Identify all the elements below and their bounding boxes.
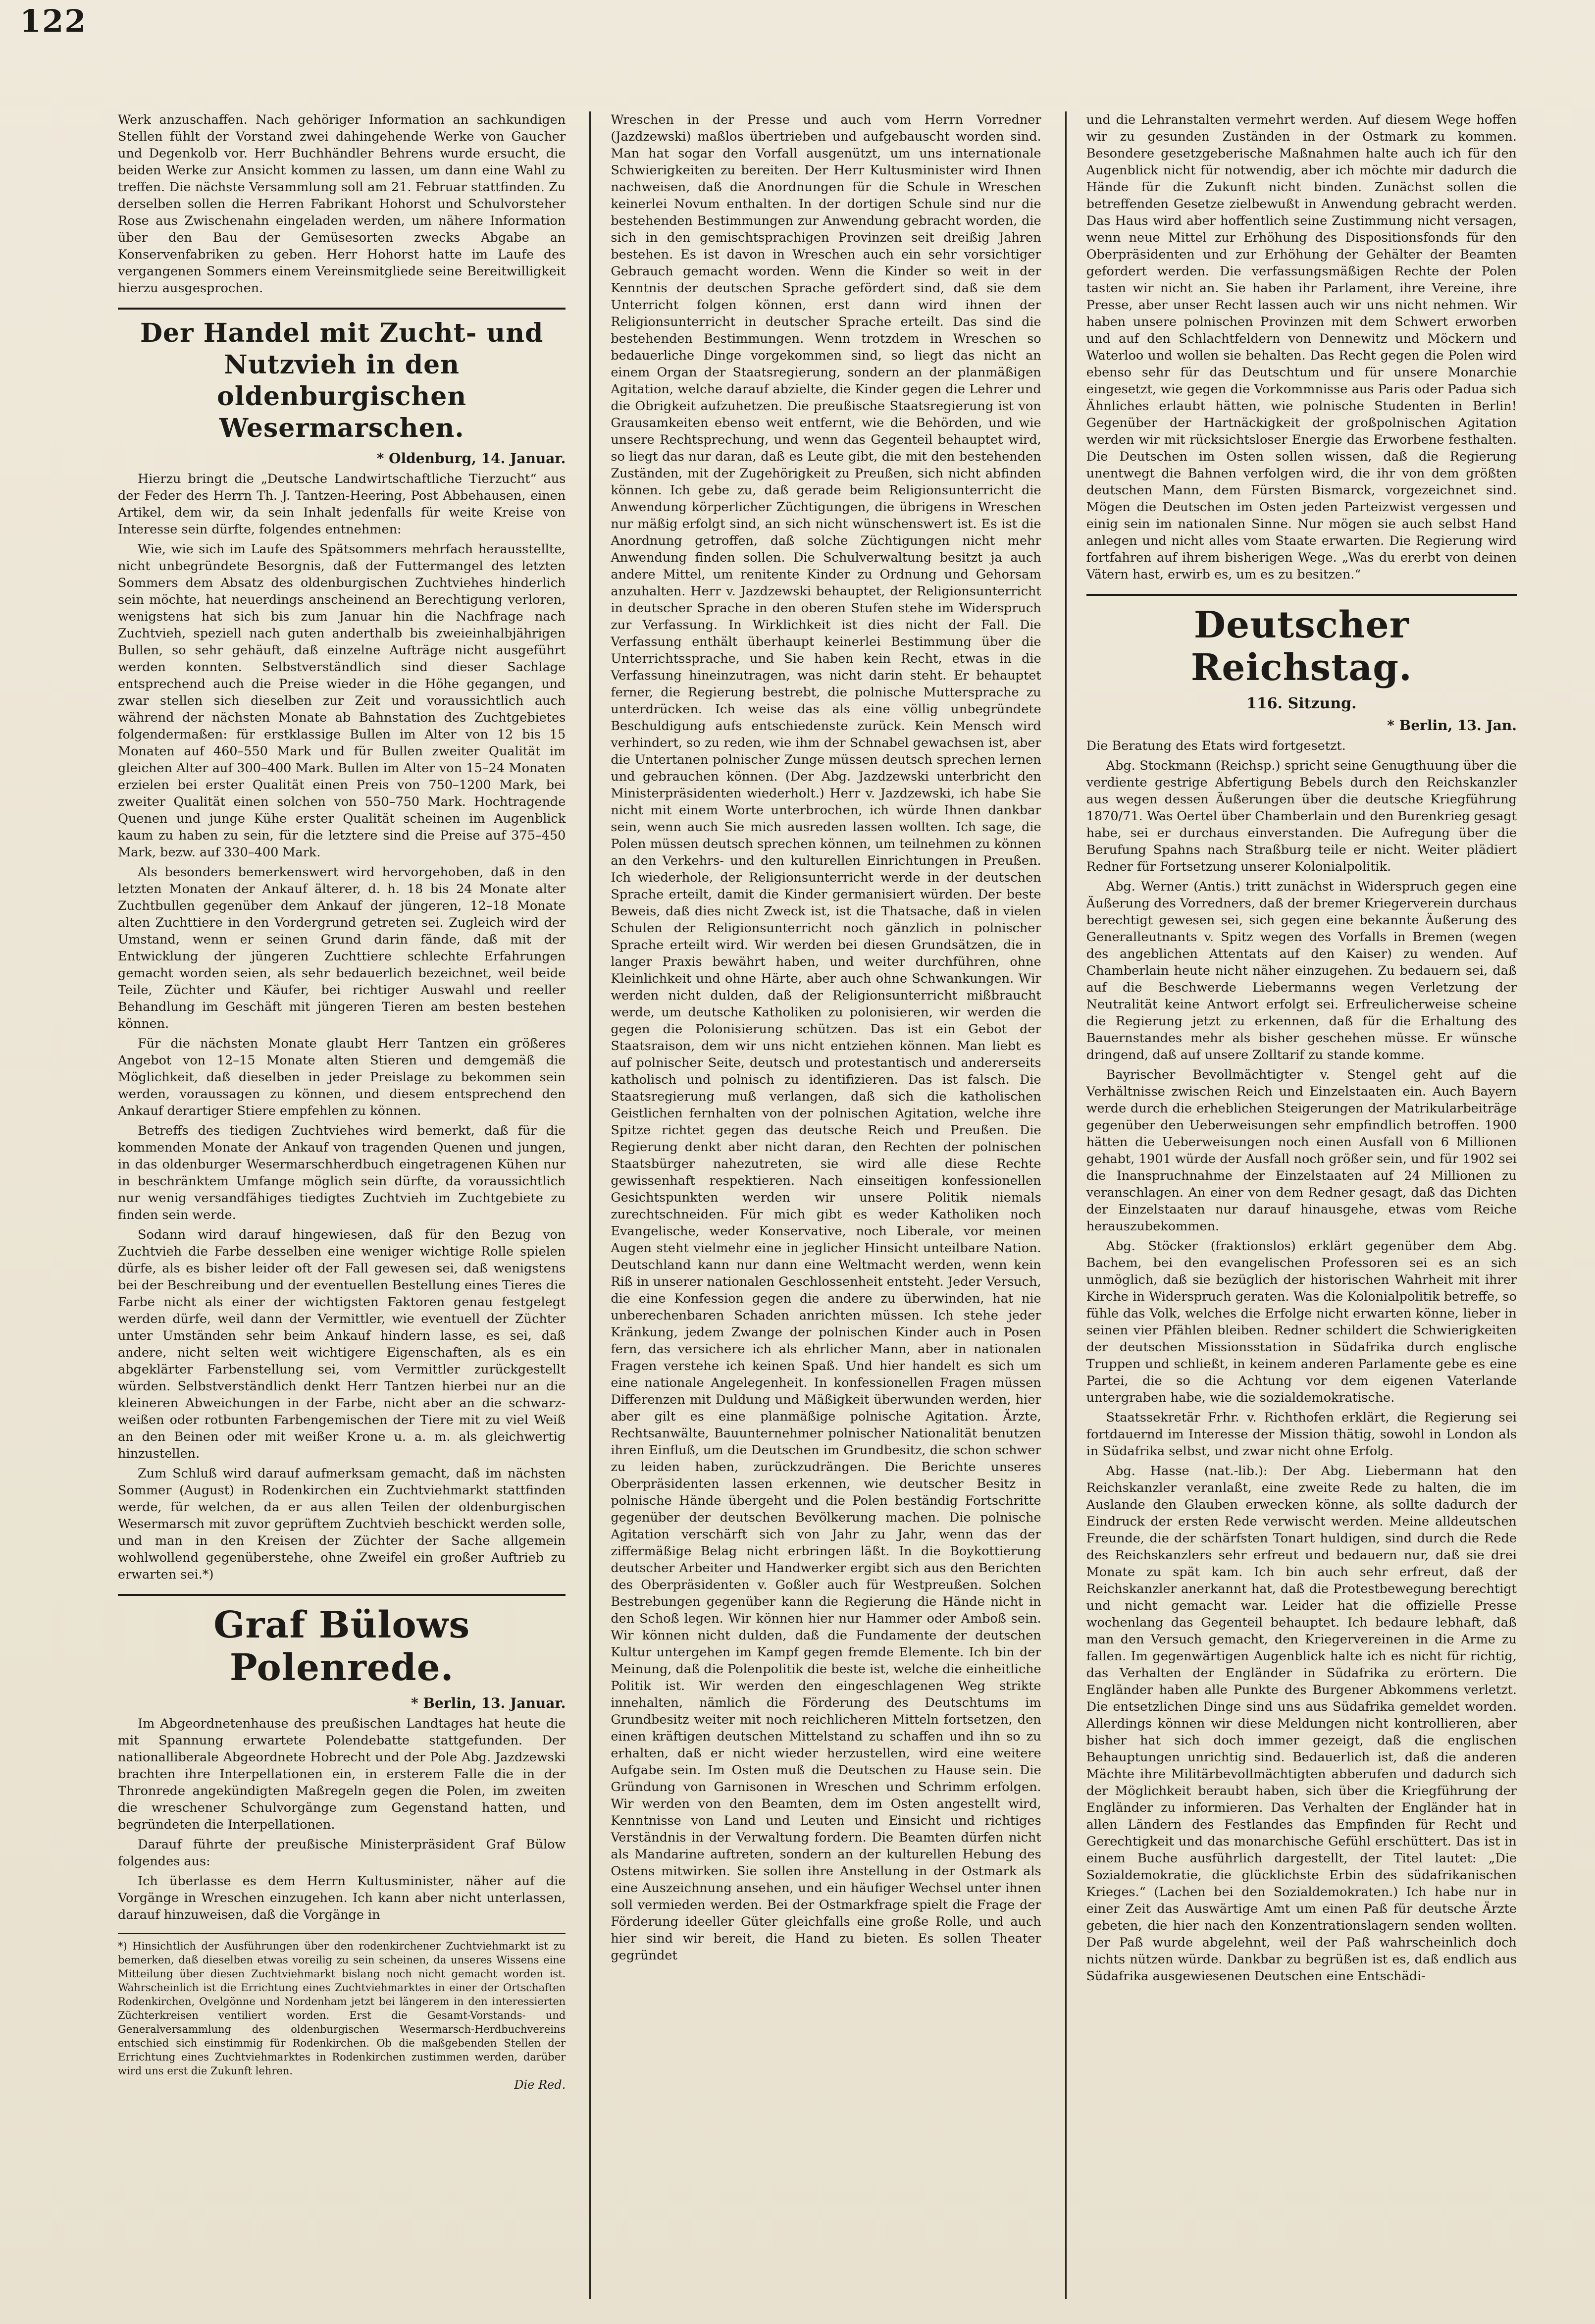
- paragraph: Hierzu bringt die „Deutsche Landwirtschaftliche Tierzucht“ aus der Feder des Herrn Th. J. Tantzen-Heering, Post Abbehausen, einen Artikel, dem wir, da sein Inhalt jedenfalls für weite Kreise von Interesse sein dürfte, folgendes entnehmen:: [118, 472, 566, 537]
- col1-intro: Werk anzuschaffen. Nach gehöriger Information an sachkundigen Stellen fühlt der Vorstand zwei dahingehende Werke von Gaucher und Degenkolb vor. Herr Buchhändler Behrens wurde ersucht, die beiden Werke zur Ansicht kommen zu lassen, um dann eine Wahl zu treffen. Die nächste Versammlung soll am 21. Februar stattfinden. Zu derselben sollen die Herren Fabrikant Hohorst und Schulvorsteher Rose aus Zwischenahn eingeladen werden, um nähere Information über den Bau der Gemüsesorten zwecks Abgabe an Konservenfabriken zu geben. Herr Hohorst hatte im Laufe des vergangenen Sommers einem Vereinsmitgliede seine Bereitwilligkeit hierzu ausgesprochen.: [118, 112, 566, 296]
- session-label: 116. Sitzung.: [1246, 695, 1357, 712]
- paragraph: Für die nächsten Monate glaubt Herr Tantzen ein größeres Angebot von 12–15 Monate alten Stieren und demgemäß die Möglichkeit, daß dieselben in jeder Preislage zu bekommen sein werden, voraussagen zu können, und diesem entsprechend den Ankauf derartiger Stiere empfehlen zu können.: [118, 1036, 566, 1118]
- paragraph: Bayrischer Bevollmächtigter v. Stengel geht auf die Verhältnisse zwischen Reich und Einzelstaaten ein. Auch Bayern werde durch die erheblichen Steigerungen der Matrikularbeiträge gegenüber den Ueberweisungen sehr empfindlich betroffen. 1900 hätten die Ueberweisungen noch einen Ausfall von 6 Millionen gehabt, 1901 würde der Ausfall noch größer sein, und für 1902 sei die Inanspruchnahme der Einzelstaaten auf 24 Millionen zu veranschlagen. An einer von dem Redner gesagt, daß das Dichten der Einzelstaaten nur darauf hinausgehe, etwas vom Reiche herauszubekommen.: [1086, 1067, 1517, 1234]
- paragraph: Staatssekretär Frhr. v. Richthofen erklärt, die Regierung sei fortdauernd im Interesse der Mission thätig, sowohl in London als in Südafrika selbst, und zwar nicht ohne Erfolg.: [1086, 1410, 1517, 1459]
- paragraph: Im Abgeordnetenhause des preußischen Landtages hat heute die mit Spannung erwartete Polendebatte stattgefunden. Der nationalliberale Abgeordnete Hobrecht und der Pole Abg. Jazdzewski brachten ihre Interpellationen ein, in ersterem Falle die in der Thronrede angekündigten Maßregeln gegen die Polen, im zweiten die wreschener Schulvorgänge zum Gegenstand hatten, und begründeten die Interpellationen.: [118, 1716, 566, 1832]
- footnote: [118, 1933, 566, 2092]
- column-1: [114, 111, 569, 2299]
- paragraph: Abg. Stöcker (fraktionslos) erklärt gegenüber dem Abg. Bachem, bei den evangelischen Professoren sei es an sich unmöglich, daß sie bezüglich der historischen Wahrheit mit ihrer Kirche in Widerspruch geraten. Was die Kolonialpolitik betreffe, so fühle das Volk, welches die Erfolge nicht erwarten könne, lieber in seinen vier Pfählen bleiben. Redner schildert die Schwierigkeiten der deutschen Missionsstation in Südafrika durch englische Truppen und schließt, in keinem anderen Parlamente gebe es eine Partei, die so die Achtung vor dem eigenen Vaterlande untergraben habe, wie die sozialdemokratische.: [1086, 1239, 1517, 1405]
- article-headline-reichstag: Deutscher Reichstag.: [1190, 604, 1412, 689]
- article-dateline: * Berlin, 13. Januar.: [411, 1695, 566, 1711]
- paragraph: Wie, wie sich im Laufe des Spätsommers mehrfach herausstellte, nicht unbegründete Besorgnis, daß der Futtermangel des letzten Sommers dem Absatz des oldenburgischen Zuchtviehes hinderlich sein möchte, hat neuerdings anscheinend an Berechtigung verloren, wenigstens hat sich bis zum Januar hin die Nachfrage nach Zuchtvieh, speziell nach guten anderthalb bis zweieinhalbjährigen Bullen, so sehr gehäuft, daß einzelne Aufträge nicht ausgeführt werden konnten. Selbstverständlich sind dieser Sachlage entsprechend auch die Preise wieder in die Höhe gegangen, und zwar stellen sich dieselben zur Zeit und voraussichtlich auch während der nächsten Monate ab Bahnstation des Zuchtgebietes folgendermaßen: für erstklassige Bullen im Alter von 12 bis 15 Monaten auf 460–550 Mark und für Bullen zweiter Qualität im gleichen Alter auf 300–400 Mark. Bullen im Alter von 15–24 Monaten erzielen bei erster Qualität einen Preis von 750–1200 Mark, bei zweiter Qualität einen solchen von 550–750 Mark. Hochtragende Quenen und junge Kühe erster Qualität scheinen im Augenblick kaum zu haben zu sein, für die letztere sind die Preise auf 375–450 Mark, bezw. auf 330–400 Mark.: [118, 542, 566, 860]
- paragraph: Darauf führte der preußische Ministerpräsident Graf Bülow folgendes aus:: [118, 1837, 566, 1869]
- page-number: 122: [20, 3, 87, 39]
- article-dateline: * Oldenburg, 14. Januar.: [376, 450, 566, 467]
- section-rule: [1086, 594, 1517, 596]
- paragraph: Zum Schluß wird darauf aufmerksam gemacht, daß im nächsten Sommer (August) in Rodenkirchen ein Zuchtviehmarkt stattfinden werde, für welchen, da er aus allen Teilen der oldenburgischen Wesermarsch mit zuvor geprüftem Zuchtvieh beschickt werden solle, und man in den Kreisen der Züchter der Sache allgemein wohlwollend gegenüberstehe, ohne Zweifel ein großer Auftrieb zu erwarten sei.*): [118, 1466, 566, 1582]
- paragraph: Sodann wird darauf hingewiesen, daß für den Bezug von Zuchtvieh die Farbe desselben eine weniger wichtige Rolle spielen dürfe, als es bisher leider oft der Fall gewesen sei, daß wenigstens bei der Beschreibung und der eventuellen Bestellung eines Tieres die Farbe nicht als einer der wichtigsten Faktoren genau festgelegt werden dürfe, weil dann der Vermittler, wie eventuell der Züchter unter Umständen sehr beim Ankauf hindern lasse, es sei, daß andere, nicht selten weit wichtigere Eigenschaften, als es ein abgeklärter Farbenstellung sei, vom Vermittler zurückgestellt würden. Selbstverständlich denkt Herr Tantzen hierbei nur an die kleineren Abweichungen in der Farbe, nicht aber an die schwarz-weißen oder rotbunten Farbengemischen der Tiere mit zu viel Weiß an den Beinen oder mit weißer Krone u. a. m. als gleichwertig hinzustellen.: [118, 1227, 566, 1461]
- paragraph: Als besonders bemerkenswert wird hervorgehoben, daß in den letzten Monaten der Ankauf älterer, d. h. 18 bis 24 Monate alter Zuchtbullen gegenüber dem Ankauf der jüngeren, 12–18 Monate alten Zuchttiere in den Vordergrund getreten sei. Zugleich wird der Umstand, wenn er seinen Grund darin fände, daß mit der Entwicklung der jüngeren Zuchttiere schlechte Erfahrungen gemacht worden seien, als sehr bedauerlich bezeichnet, weil beide Teile, Züchter und Käufer, bei richtiger Auswahl und reeller Behandlung im Geschäft mit jüngeren Tieren am besten bestehen können.: [118, 865, 566, 1031]
- paragraph: Abg. Werner (Antis.) tritt zunächst in Widerspruch gegen eine Äußerung des Vorredners, daß der bremer Kriegerverein durchaus berechtigt gewesen sei, sich gegen eine bekannte Äußerung des Generalleutnants v. Spitz wegen des Vorfalls in Bremen (wegen des angeblichen Attentats auf den Kaiser) zu wenden. Auf Chamberlain heute nicht näher einzugehen. Zu bedauern sei, daß auf die Beschwerde Liebermanns wegen Verletzung der Neutralität keine Antwort erfolgt sei. Erfreulicherweise scheine die Regierung jetzt zu erkennen, daß für die Erhaltung des Bauernstandes mehr als bisher geschehen müsse. Er wünsche dringend, daß auf unsere Zolltarif zu stande komme.: [1086, 879, 1517, 1062]
- paragraph: Die Beratung des Etats wird fortgesetzt.: [1086, 739, 1346, 753]
- article-dateline: * Berlin, 13. Jan.: [1387, 717, 1517, 734]
- columns: [114, 111, 1521, 2299]
- column-2: [589, 111, 1045, 2299]
- paragraph: Ich überlasse es dem Herrn Kultusminister, näher auf die Vorgänge in Wreschen einzugehen. Ich kann aber nicht unterlassen, darauf hinzuweisen, daß die Vorgänge in: [118, 1874, 566, 1922]
- paragraph: Abg. Stockmann (Reichsp.) spricht seine Genugthuung über die verdiente gestrige Abfertigung Bebels durch den Reichskanzler aus wegen dessen Äußerungen über die deutsche Kriegführung 1870/71. Was Oertel über Chamberlain und den Burenkrieg gesagt habe, sei er durchaus einverstanden. Die Aufregung über die Berufung Spahns nach Straßburg teile er nicht. Weiter plädiert Redner für Fortsetzung unserer Kolonialpolitik.: [1086, 758, 1517, 874]
- footnote-text: *) Hinsichtlich der Ausführungen über den rodenkirchener Zuchtviehmarkt ist zu bemerken, daß dieselben etwas voreilig zu sein scheinen, da unseres Wissens eine Mitteilung über diesen Zuchtviehmarkt bislang noch nicht gemacht worden ist. Wahrscheinlich ist die Errichtung eines Zuchtviehmarktes in einer der Ortschaften Rodenkirchen, Ovelgönne und Nordenham jetzt bei längerem in den interessierten Züchterkreisen ventiliert worden. Erst die Gesamt-Vorstands- und Generalversammlung des oldenburgischen Wesermarsch-Herdbuchvereins entschied sich einstimmig für Rodenkirchen. Ob die maßgebenden Stellen der Errichtung eines Zuchtviehmarktes in Rodenkirchen zustimmen werden, darüber wird uns erst die Zukunft lehren.: [118, 1940, 566, 2077]
- footnote-signature: Die Red.: [514, 2078, 566, 2092]
- article-headline-handel: Der Handel mit Zucht- und Nutzvieh in den oldenburgischen Wesermarschen.: [140, 318, 544, 443]
- paragraph: Abg. Hasse (nat.-lib.): Der Abg. Liebermann hat den Reichskanzler veranlaßt, eine zweite Rede zu halten, die im Auslande den Glauben erwecken könne, als sollte dadurch der Eindruck der ersten Rede verwischt werden. Meine alldeutschen Freunde, die der schärfsten Tonart huldigen, sind durch die Rede des Reichskanzlers sehr erfreut und bedauern nur, daß sie drei Monate zu spät kam. Ich bin auch sehr erfreut, daß der Reichskanzler anerkannt hat, daß die Protestbewegung berechtigt und nicht gemacht war. Leider hat die offizielle Presse wochenlang das Gegenteil behauptet. Ich bedaure lebhaft, daß man den Versuch gemacht, den Kriegervereinen in die Arme zu fallen. Im gegenwärtigen Augenblick halte ich es nicht für richtig, das Verhalten der Engländer in Südafrika zu erörtern. Die Engländer haben alle Punkte des Burgener Abkommens verletzt. Die entsetzlichen Dinge sind uns aus Südafrika gemeldet worden. Allerdings können wir diese Meldungen nicht kontrollieren, aber bisher hat sich doch immer gezeigt, daß die englischen Behauptungen unrichtig sind. Bedauerlich ist, daß die anderen Mächte ihre Militärbevollmächtigten abberufen und dadurch sich der Möglichkeit beraubt haben, sich über die Kriegführung der Engländer zu informieren. Das Verhalten der Engländer hat in allen Ländern des Festlandes das Empfinden für Recht und Gerechtigkeit und das monarchische Gefühl erschüttert. Das ist in einem Buche ausführlich dargestellt, der Titel lautet: „Die Sozialdemokratie, die glücklichste Erbin des südafrikanischen Krieges.“ (Lachen bei den Sozialdemokraten.) Ich habe nur in einer Zeit das Auswärtige Amt um einen Paß für deutsche Ärzte gebeten, die hier nach den Konzentrationslagern senden wollten. Der Paß wurde abgelehnt, weil der Paß wahrscheinlich doch nichts nützen würde. Dankbar zu begrüßen ist es, daß endlich aus Südafrika ausgewiesenen Deutschen eine Entschädi-: [1086, 1464, 1517, 1984]
- section-rule: [118, 1594, 566, 1596]
- paragraph: Betreffs des tiedigen Zuchtviehes wird bemerkt, daß für die kommenden Monate der Ankauf von tragenden Quenen und jungen, in das oldenburger Wesermarschherdbuch eingetragenen Kühen nur in beschränktem Umfange möglich sein dürfte, da voraussichtlich nur wenig versandfähiges tiedigtes Zuchtvieh im Zuchtgebiete zu finden sein werde.: [118, 1123, 566, 1222]
- article-headline-polenrede: Graf Bülows Polenrede.: [213, 1604, 470, 1689]
- paragraph: und die Lehranstalten vermehrt werden. Auf diesem Wege hoffen wir zu gesunden Zuständen in der Ostmark zu kommen. Besondere gesetzgeberische Maßnahmen halte auch ich für den Augenblick nicht für notwendig, aber ich möchte mir dadurch die Hände für die Zukunft nicht binden. Zunächst sollen die betreffenden Gesetze zielbewußt in Anwendung gebracht werden. Das Haus wird aber hoffentlich seine Zustimmung nicht versagen, wenn neue Mittel zur Erhöhung des Dispositionsfonds für den Oberpräsidenten und zur Erhöhung der Gehälter der Beamten gefordert werden. Die verfassungsmäßigen Rechte der Polen tasten wir nicht an. Sie haben ihr Parlament, ihre Vereine, ihre Presse, aber unser Recht lassen auch wir uns nicht nehmen. Wir haben unsere polnischen Provinzen mit dem Schwert erworben und auf den Schlachtfeldern von Dennewitz und Möckern und Waterloo und wollen sie behalten. Das Recht gegen die Polen wird ebenso sehr für das Deutschtum und für unsere Monarchie eingesetzt, wie gegen die Vorkommnisse aus Paris oder Padua sich Ähnliches erlaubt hätten, wie polnische Studenten in Berlin! Gegenüber der Hartnäckigkeit der großpolnischen Agitation werden wir mit rücksichtsloser Energie das Erworbene festhalten. Die Deutschen im Osten sollen wissen, daß die Regierung unentwegt die Bahnen verfolgen wird, die ihr von dem größten deutschen Mann, dem Fürsten Bismarck, vorgezeichnet sind. Mögen die Deutschen im Osten jeden Parteizwist vergessen und einig sein im nationalen Sinne. Nur mögen sie auch selbst Hand anlegen und nicht alles vom Staate erwarten. Die Regierung wird fortfahren auf ihrem bisherigen Wege. „Was du ererbt von deinen Vätern hast, erwirb es, um es zu besitzen.“: [1086, 112, 1517, 582]
- paragraph: Wreschen in der Presse und auch vom Herrn Vorredner (Jazdzewski) maßlos übertrieben und aufgebauscht worden sind. Man hat sogar den Vorfall ausgenützt, um uns internationale Schwierigkeiten zu bereiten. Der Herr Kultusminister wird Ihnen nachweisen, daß die Anordnungen für die Schule in Wreschen keinerlei Novum enthalten. In der dortigen Schule sind nur die bestehenden Bestimmungen zur Anwendung gebracht worden, die sich in den gemischtsprachigen Provinzen seit dreißig Jahren bestehen. Es ist davon in Wreschen auch ein sehr vorsichtiger Gebrauch gemacht worden. Wenn die Kinder so weit in der Kenntnis der deutschen Sprache gefördert sind, daß sie dem Unterricht folgen können, erst dann wird ihnen der Religionsunterricht in deutscher Sprache erteilt. Das sind die bestehenden Bestimmungen. Wenn trotzdem in Wreschen so bedauerliche Dinge vorgekommen sind, so liegt das nicht an einem Organ der Staatsregierung, sondern an der planmäßigen Agitation, welche darauf abzielte, die Kinder gegen die Lehrer und die Obrigkeit aufzuhetzen. Die preußische Staatsregierung ist von Grausamkeiten ebenso weit entfernt, wie die Behörden, und wie unsere Rechtsprechung, und wenn das Gegenteil behauptet wird, so liegt das nur daran, daß es Leute gibt, die mit den bestehenden Zuständen, mit der Zugehörigkeit zu Preußen, sich nicht abfinden können. Ich gebe zu, daß gerade beim Religionsunterricht die Anwendung körperlicher Züchtigungen, die übrigens in Wreschen nur mäßig erfolgt sind, an sich nicht wünschenswert ist. Es ist die Anordnung getroffen, daß solche Züchtigungen nicht mehr Anwendung finden sollen. Die Schulverwaltung besitzt ja auch andere Mittel, um renitente Kinder zu Ordnung und Gehorsam anzuhalten. Herr v. Jazdzewski behauptet, der Religionsunterricht in deutscher Sprache in den oberen Stufen stehe im Widerspruch zur Verfassung. In Wirklichkeit ist dies nicht der Fall. Die Verfassung enthält überhaupt keinerlei Bestimmung über die Unterrichtssprache, und Sie haben kein Recht, etwas in die Verfassung hineinzutragen, was nicht darin steht. Er behauptet ferner, die Regierung bestrebt, die polnische Muttersprache zu unterdrücken. Ich weise das als eine völlig unbegründete Beschuldigung aufs entschiedenste zurück. Kein Mensch wird verhindert, so zu reden, wie ihm der Schnabel gewachsen ist, aber die Untertanen polnischer Zunge müssen deutsch sprechen lernen und gebrauchen können. (Der Abg. Jazdzewski unterbricht den Ministerpräsidenten wiederholt.) Herr v. Jazdzewski, ich habe Sie nicht mit einem Worte unterbrochen, ich würde Ihnen dankbar sein, wenn auch Sie mich ausreden lassen wollten. Ich sage, die Polen müssen deutsch sprechen können, um teilnehmen zu können an den Verkehrs- und den kulturellen Einrichtungen in Preußen. Ich wiederhole, der Religionsunterricht werde in der deutschen Sprache erteilt, damit die Kinder germanisiert würden. Der beste Beweis, daß dies nicht Zweck ist, ist die Thatsache, daß in vielen Schulen der Religionsunterricht noch gänzlich in polnischer Sprache erteilt wird. Wir werden bei diesen Grundsätzen, die in langer Praxis bewährt haben, und weiter durchführen, ohne Kleinlichkeit und ohne Härte, aber auch ohne Schwankungen. Wir werden nicht dulden, daß der Religionsunterricht mißbraucht werde, um deutsche Katholiken zu polonisieren, wir werden die gegen die Polonisierung schützen. Das ist ein Gebot der Staatsraison, dem wir uns nicht entziehen können. Man liebt es auf polnischer Seite, deutsch und protestantisch und andererseits katholisch und polnisch zu identifizieren. Das ist falsch. Die Staatsregierung muß verlangen, daß sich die katholischen Geistlichen fernhalten von der polnischen Agitation, welche ihre Spitze richtet gegen das deutsche Reich und Preußen. Die Regierung denkt aber nicht daran, den Rechten der polnischen Staatsbürger nahezutreten, sie wird alle diese Rechte gewissenhaft respektieren. Nach einseitigen konfessionellen Gesichtspunkten werden wir unsere Politik niemals zurechtschneiden. Für mich gibt es weder Katholiken noch Evangelische, weder Konservative, noch Liberale, vor meinen Augen steht vielmehr eine in jeglicher Hinsicht unteilbare Nation. Deutschland kann nur dann eine Weltmacht werden, wenn kein Riß in unserer nationalen Geschlossenheit entsteht. Jeder Versuch, die eine Konfession gegen die andere zu überwinden, hat nie unberechenbaren Schaden anrichten müssen. Ich stehe jeder Kränkung, jedem Zwange der polnischen Kinder auch in Posen fern, das versichere ich als ehrlicher Mann, aber in nationalen Fragen verstehe ich keinen Spaß. Und hier handelt es sich um eine nationale Angelegenheit. In konfessionellen Fragen müssen Differenzen mit Duldung und Mäßigkeit überwunden werden, hier aber gilt es eine planmäßige polnische Agitation. Ärzte, Rechtsanwälte, Bauunternehmer polnischer Nationalität benutzen ihren Einfluß, um die Deutschen im Grundbesitz, die schon schwer zu leiden haben, zurückzudrängen. Die Berichte unseres Oberpräsidenten lassen erkennen, wie deutscher Besitz in polnische Hände übergeht und die Polen beständig Fortschritte gegenüber der deutschen Bevölkerung machen. Die polnische Agitation verschärft sich von Jahr zu Jahr, wenn das der ziffermäßige Belag nicht erbringen läßt. In die Boykottierung deutscher Arbeiter und Handwerker ergibt sich aus den Berichten des Oberpräsidenten v. Goßler auch für Westpreußen. Solchen Bestrebungen gegenüber kann die Regierung die Hände nicht in den Schoß legen. Wir können hier nur Hammer oder Amboß sein. Wir können nicht dulden, daß die Fundamente der deutschen Kultur untergehen im Kampf gegen fremde Elemente. Ich bin der Meinung, daß die Polenpolitik die beste ist, welche die einheitliche Politik ist. Wir werden den eingeschlagenen Weg strikte innehalten, nämlich die Förderung des Deutschtums im Grundbesitz weiter mit noch reichlicheren Mitteln fortsetzen, den einen kräftigen deutschen Mittelstand zu schaffen und ihn so zu erhalten, daß er nicht wieder herzustellen, wird eine weitere Aufgabe sein. Im Osten muß die Deutschen zu Hause sein. Die Gründung von Garnisonen in Wreschen und Schrimm erfolgen. Wir werden von den Beamten, dem im Osten angestellt wird, Kenntnisse von Land und Leuten und Einsicht und richtiges Verständnis in der Verwaltung fordern. Die Beamten dürfen nicht als Mandarine auftreten, sondern an der kulturellen Hebung des Ostens mitwirken. Sie sollen ihre Anstellung in der Ostmark als eine Auszeichnung ansehen, und ein häufiger Wechsel unter ihnen soll vermieden werden. Bei der Ostmarkfrage spielt die Frage der Förderung ideeller Güter gleichfalls eine große Rolle, und auch hier sind wir bereit, die Hand zu bieten. Es sollen Theater gegründet: [611, 112, 1041, 1963]
- section-rule: [118, 308, 566, 310]
- column-3: [1065, 111, 1521, 2299]
